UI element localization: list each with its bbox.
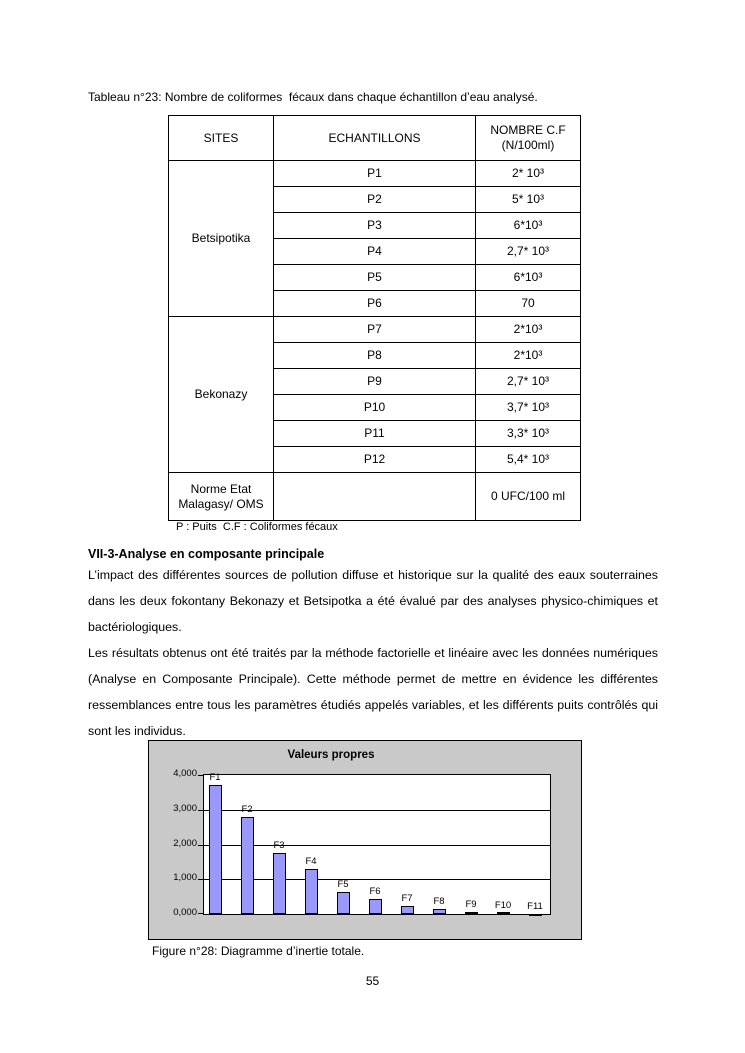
echantillon-cell: P4 (274, 239, 476, 265)
bar-label: F8 (433, 896, 445, 908)
chart-title: Valeurs propres (287, 749, 375, 761)
coliform-table-body (169, 161, 581, 521)
chart-bar (273, 853, 286, 914)
bar-label: F10 (494, 900, 512, 912)
y-axis-tick (198, 810, 203, 811)
y-axis-tick (198, 879, 203, 880)
y-axis-label: 4,000 (173, 768, 197, 779)
chart-bar (305, 869, 318, 914)
y-axis-label: 0,000 (173, 907, 197, 918)
chart-bar (241, 817, 254, 914)
valeur-cell: 2* 10³ (476, 161, 581, 187)
bar-label: F3 (273, 840, 285, 852)
valeur-cell: 3,7* 10³ (476, 395, 581, 421)
site-line: Bekonazy (194, 387, 248, 401)
site-cell (169, 161, 274, 317)
gridline (204, 879, 550, 880)
echantillon-cell: P1 (274, 161, 476, 187)
header-row (169, 116, 581, 161)
column-header (476, 116, 581, 161)
echantillon-cell (274, 473, 476, 521)
valeur-cell: 0 UFC/100 ml (476, 473, 581, 521)
chart-plot-area (203, 774, 551, 915)
bar-label: F9 (465, 899, 477, 911)
valeur-cell: 70 (476, 291, 581, 317)
bar-label: F2 (241, 803, 253, 815)
gridline (204, 845, 550, 846)
valeur-cell: 5* 10³ (476, 187, 581, 213)
paragraph-2: Les résultats obtenus ont été traités par la méthode factorielle et linéaire avec les données numériques (Analyse en Composante Principale). Cette méthode permet de mettre en évidence les différentes ressemblances entre tous les paramètres étudiés appelés variables, et les différents puits contrôlés qui sont les individus. (88, 646, 658, 738)
table-row (169, 473, 581, 521)
chart-bar (465, 912, 478, 914)
chart-bar (369, 899, 382, 914)
body-text (88, 562, 658, 744)
table-row (169, 161, 581, 187)
echantillon-cell: P6 (274, 291, 476, 317)
valeur-cell: 3,3* 10³ (476, 421, 581, 447)
y-axis-tick (198, 845, 203, 846)
chart-bar (209, 785, 222, 914)
echantillon-cell: P8 (274, 343, 476, 369)
site-line: Betsipotika (191, 231, 251, 245)
chart-bar (529, 914, 542, 916)
bar-label: F11 (527, 901, 543, 912)
valeur-cell: 6*10³ (476, 265, 581, 291)
page-number: 55 (365, 974, 380, 988)
site-line: Norme Etat (190, 481, 252, 496)
chart-bar (433, 909, 446, 914)
echantillon-cell: P7 (274, 317, 476, 343)
y-axis-label: 3,000 (173, 802, 197, 814)
paragraph-1: L’impact des différentes sources de pollution diffuse et historique sur la qualité des eaux souterraines dans les deux fokontany Bekonazy et Betsipotka a été évalué par des analyses physico-chimiques et bactériologiques. (88, 568, 658, 634)
echantillon-cell: P12 (274, 447, 476, 473)
valeur-cell: 5,4* 10³ (476, 447, 581, 473)
echantillon-cell: P10 (274, 395, 476, 421)
y-axis-tick (198, 913, 203, 914)
valeur-cell: 2,7* 10³ (476, 369, 581, 395)
coliform-table (168, 115, 581, 521)
table-caption: Tableau n°23: Nombre de coliformes fécaux dans chaque échantillon d’eau analysé. (88, 90, 538, 104)
echantillon-cell: P11 (274, 421, 476, 447)
valeur-cell: 2*10³ (476, 317, 581, 343)
eigenvalues-chart (148, 740, 582, 940)
coliform-table-head (169, 116, 581, 161)
valeur-cell: 2*10³ (476, 343, 581, 369)
chart-bar (401, 906, 414, 914)
echantillon-cell: P3 (274, 213, 476, 239)
column-header: ECHANTILLONS (274, 116, 476, 161)
column-header: SITES (169, 116, 274, 161)
echantillon-cell: P5 (274, 265, 476, 291)
chart-bar (497, 912, 510, 914)
table-row (169, 317, 581, 343)
bar-label: F4 (305, 855, 317, 867)
bar-label: F6 (369, 886, 381, 898)
bar-label: F1 (209, 772, 221, 784)
section-heading: VII-3-Analyse en composante principale (88, 547, 325, 561)
header-line: (N/100ml) (501, 138, 555, 152)
valeur-cell: 2,7* 10³ (476, 239, 581, 265)
y-axis-label: 2,000 (173, 837, 197, 849)
echantillon-cell: P2 (274, 187, 476, 213)
site-cell (169, 317, 274, 473)
header-line: NOMBRE C.F (490, 123, 566, 137)
site-cell (169, 473, 274, 521)
y-axis-label: 1,000 (173, 872, 197, 884)
bar-label: F7 (401, 893, 413, 905)
table-footnote: P : Puits C.F : Coliformes fécaux (176, 521, 338, 533)
figure-caption: Figure n°28: Diagramme d’inertie totale. (152, 944, 365, 958)
site-line: Malagasy/ OMS (178, 496, 264, 511)
echantillon-cell: P9 (274, 369, 476, 395)
valeur-cell: 6*10³ (476, 213, 581, 239)
chart-bar (337, 892, 350, 914)
bar-label: F5 (337, 879, 349, 891)
